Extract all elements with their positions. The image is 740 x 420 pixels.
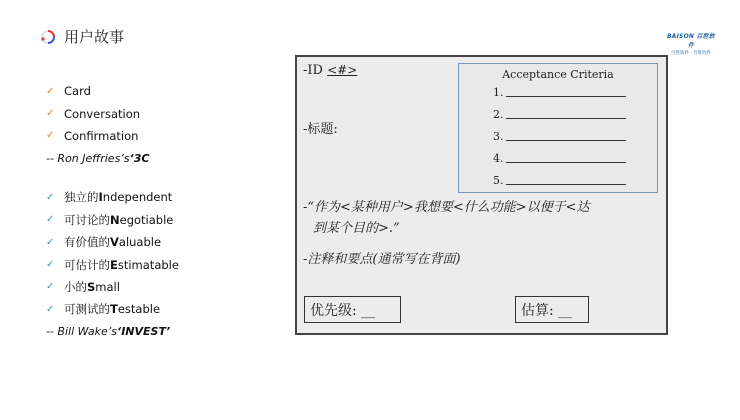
criteria-line: 1.	[493, 81, 657, 103]
story-card	[295, 55, 668, 335]
logo-wordmark: BAISON 百胜软件	[667, 33, 715, 49]
list-item	[46, 102, 286, 124]
card-title-field: -标题:	[303, 122, 338, 137]
list-item: ✓ 可测试的 T estable	[46, 302, 161, 317]
check-icon: ✓	[46, 259, 55, 271]
attribution-3c: -- Ron Jeffries’s ‘3C	[46, 151, 150, 165]
attribution-invest: -- Bill Wake’s ‘INVEST’	[46, 325, 171, 339]
list-item	[46, 80, 286, 102]
criteria-line: 5.	[493, 169, 657, 191]
list-item: ✓ 可讨论的 N egotiable	[46, 212, 174, 227]
check-icon: ✓	[46, 85, 55, 97]
estimate-field: 估算: __	[515, 296, 589, 323]
logo-tagline: 百胜软件 · 百胜软件	[670, 51, 712, 56]
notes-field: -注释和要点(通常写在背面)	[303, 252, 461, 267]
check-icon: ✓	[46, 130, 55, 142]
check-icon: ✓	[46, 108, 55, 120]
card-id-field: -ID <#>	[303, 63, 358, 78]
criteria-line: 3.	[493, 125, 657, 147]
spinner-icon	[40, 29, 56, 45]
principles-list	[46, 80, 286, 343]
list-item: ✓ 小的 S mall	[46, 279, 120, 294]
list-item-label: Confirmation	[64, 128, 139, 143]
list-item-label: Conversation	[64, 106, 141, 121]
list-item: ✓ 独立的 I ndependent	[46, 190, 173, 205]
check-icon: ✓	[46, 281, 55, 293]
list-item: ✓ 可估计的 E stimatable	[46, 257, 179, 272]
list-item	[46, 125, 286, 147]
list-item-label: Card	[64, 84, 91, 99]
list-item: ✓ 有价值的 V aluable	[46, 235, 162, 250]
criteria-line: 2.	[493, 103, 657, 125]
check-icon: ✓	[46, 303, 55, 315]
check-icon: ✓	[46, 214, 55, 226]
priority-field: 优先级: __	[304, 296, 401, 323]
acceptance-criteria-title: Acceptance Criteria	[502, 68, 614, 81]
slide-title	[40, 26, 124, 47]
story-template: -“作为<某种用户>我想要<什么功能>以便于<达 到某个目的>.”	[303, 200, 590, 236]
criteria-line: 4.	[493, 147, 657, 169]
check-icon: ✓	[46, 236, 55, 248]
check-icon: ✓	[46, 191, 55, 203]
acceptance-criteria-box	[458, 63, 658, 193]
company-logo	[666, 31, 716, 56]
page-title: 用户故事	[64, 28, 125, 46]
